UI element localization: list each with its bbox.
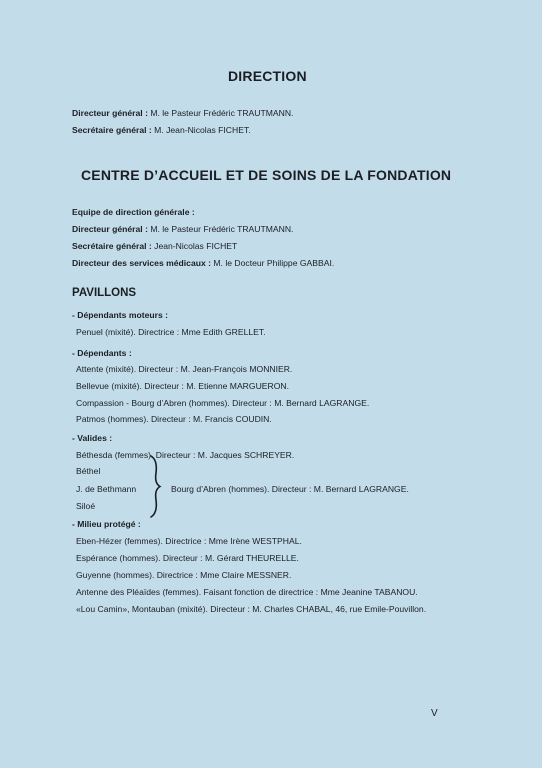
group-text: Bourg d’Abren (hommes). Directeur : M. Bernard LAGRANGE.	[171, 484, 409, 494]
list-item: Antenne des Pléaïdes (femmes). Faisant fonction de directrice : Mme Jeanine TABANOU.	[76, 587, 418, 597]
pavillons-title: PAVILLONS	[72, 287, 137, 299]
centre-line-3: Directeur des services médicaux : M. le Docteur Philippe GABBAI.	[72, 258, 335, 268]
list-item: Bellevue (mixité). Directeur : M. Etienne MARGUERON.	[76, 381, 289, 391]
dependants-label: - Dépendants :	[72, 348, 132, 358]
group-item: Siloé	[76, 501, 96, 511]
group-item: J. de Bethmann	[76, 484, 137, 494]
direction-line-2: Secrétaire général : M. Jean-Nicolas FICHET.	[72, 125, 251, 135]
valides-label: - Valides :	[72, 433, 113, 443]
group-item: Béthel	[76, 466, 101, 476]
direction-line-1: Directeur général : M. le Pasteur Frédéric TRAUTMANN.	[72, 108, 294, 118]
direction-title: DIRECTION	[228, 68, 307, 84]
list-item: Attente (mixité). Directeur : M. Jean-François MONNIER.	[76, 364, 293, 374]
centre-line-2: Secrétaire général : Jean-Nicolas FICHET	[72, 241, 238, 251]
equipe-label: Equipe de direction générale :	[72, 207, 195, 217]
list-item: Guyenne (hommes). Directrice : Mme Claire MESSNER.	[76, 570, 292, 580]
list-item: Patmos (hommes). Directeur : M. Francis COUDIN.	[76, 414, 272, 424]
list-item: Eben-Hézer (femmes). Directrice : Mme Irène WESTPHAL.	[76, 536, 302, 546]
page-number: V	[431, 708, 438, 719]
list-item: «Lou Camin», Montauban (mixité). Directeur : M. Charles CHABAL, 46, rue Emile-Pouvillon.	[76, 604, 427, 614]
curly-brace-icon	[148, 455, 162, 518]
moteurs-label: - Dépendants moteurs :	[72, 310, 168, 320]
milieu-label: - Milieu protégé :	[72, 519, 141, 529]
centre-line-1: Directeur général : M. le Pasteur Frédéric TRAUTMANN.	[72, 224, 294, 234]
list-item: Compassion - Bourg d’Abren (hommes). Directeur : M. Bernard LAGRANGE.	[76, 398, 370, 408]
centre-title: CENTRE D’ACCUEIL ET DE SOINS DE LA FONDATION	[81, 167, 452, 183]
list-item: Béthesda (femmes). Directeur : M. Jacques SCHREYER.	[76, 450, 295, 460]
list-item: Espérance (hommes). Directeur : M. Gérard THEURELLE.	[76, 553, 299, 563]
list-item: Penuel (mixité). Directrice : Mme Edith GRELLET.	[76, 327, 266, 337]
